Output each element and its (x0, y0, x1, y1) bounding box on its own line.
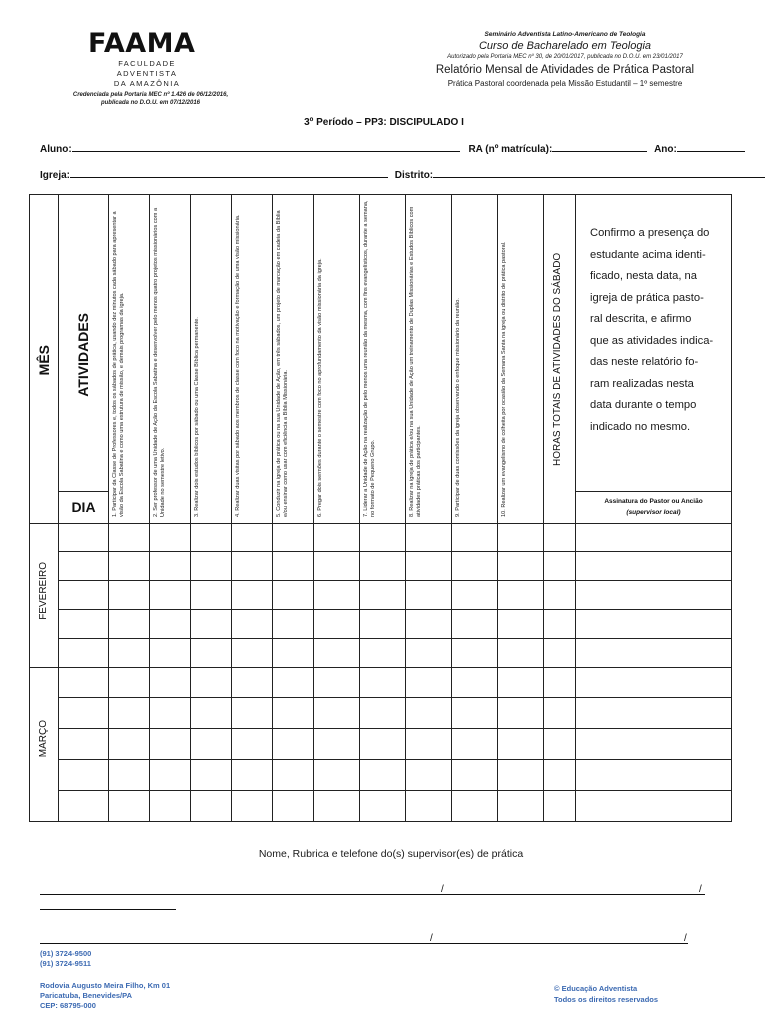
entry-cell[interactable] (360, 668, 406, 698)
hours-cell[interactable] (544, 698, 576, 729)
entry-cell[interactable] (498, 760, 544, 791)
activity-7 (360, 195, 406, 524)
entry-cell[interactable] (109, 698, 150, 729)
entry-cell[interactable] (150, 760, 191, 791)
entry-cell[interactable] (314, 729, 360, 760)
entry-cell[interactable] (232, 524, 273, 552)
entry-cell[interactable] (109, 760, 150, 791)
entry-cell[interactable] (314, 610, 360, 639)
atividades-header (59, 195, 109, 492)
entry-cell[interactable] (191, 729, 232, 760)
entry-cell[interactable] (273, 791, 314, 822)
confirm-line: data durante o tempo (590, 399, 697, 411)
entry-cell[interactable] (498, 581, 544, 610)
entry-cell[interactable] (150, 639, 191, 668)
aluno-label: Aluno: (40, 144, 72, 155)
entry-cell[interactable] (360, 639, 406, 668)
copyright (554, 983, 658, 1005)
mes-header (30, 195, 59, 524)
address (40, 981, 170, 1011)
entry-cell[interactable] (314, 524, 360, 552)
entry-cell[interactable] (452, 552, 498, 581)
entry-cell[interactable] (406, 698, 452, 729)
entry-cell[interactable] (232, 552, 273, 581)
address-line-2: Paricatuba, Benevides/PA (40, 991, 132, 1000)
signature-header-title: Assinatura do Pastor ou Ancião (604, 498, 703, 506)
entry-cell[interactable] (314, 698, 360, 729)
day-cell[interactable] (59, 760, 109, 791)
activity-2-text: 2. Ser professor de uma Unidade de Ação da Escola Sabatina e desenvolver pelo menos quatro projetos missionários com a Unidade no semestre letivo. (153, 207, 166, 517)
entry-cell[interactable] (406, 524, 452, 552)
signature-header-sub: (supervisor local) (626, 509, 681, 517)
entry-cell[interactable] (191, 552, 232, 581)
signature-cell[interactable] (576, 552, 732, 581)
entry-cell[interactable] (406, 581, 452, 610)
entry-cell[interactable] (498, 552, 544, 581)
supervisor-line-1[interactable] (40, 893, 705, 895)
entry-cell[interactable] (232, 610, 273, 639)
month-label-marco: MARÇO (38, 720, 49, 758)
accreditation-line-1: Credenciada pela Portaria MEC nº 1.426 de 06/12/2016, (72, 92, 229, 98)
day-cell[interactable] (59, 639, 109, 668)
day-cell[interactable] (59, 729, 109, 760)
entry-cell[interactable] (498, 668, 544, 698)
entry-cell[interactable] (498, 639, 544, 668)
activity-6 (314, 195, 360, 524)
entry-cell[interactable] (360, 581, 406, 610)
entry-cell[interactable] (232, 760, 273, 791)
entry-cell[interactable] (498, 698, 544, 729)
hours-cell[interactable] (544, 524, 576, 552)
seminary-name: Seminário Adventista Latino-Americano de Teologia (484, 31, 646, 38)
igreja-field[interactable] (70, 168, 388, 178)
entry-cell[interactable] (273, 610, 314, 639)
activity-2 (150, 195, 191, 524)
entry-cell[interactable] (452, 524, 498, 552)
activity-3 (191, 195, 232, 524)
period-title: 3º Período – PP3: DISCIPULADO I (304, 117, 464, 128)
entry-cell[interactable] (498, 791, 544, 822)
signature-cell[interactable] (576, 581, 732, 610)
entry-cell[interactable] (360, 552, 406, 581)
activity-10 (498, 195, 544, 524)
entry-cell[interactable] (452, 668, 498, 698)
activity-4-text: 4. Realizar duas visitas por sábado aos membros de classe com foco na motivação e formação de uma visão missionária. (235, 214, 241, 517)
hours-header (544, 195, 576, 524)
hours-cell[interactable] (544, 581, 576, 610)
entry-cell[interactable] (314, 552, 360, 581)
entry-cell[interactable] (273, 581, 314, 610)
signature-cell[interactable] (576, 639, 732, 668)
confirm-line: igreja de prática pasto- (590, 291, 704, 304)
entry-cell[interactable] (314, 791, 360, 822)
entry-cell[interactable] (406, 552, 452, 581)
signature-cell[interactable] (576, 668, 732, 698)
entry-cell[interactable] (109, 524, 150, 552)
confirm-line: ficado, nesta data, na (590, 270, 697, 282)
entry-cell[interactable] (273, 698, 314, 729)
separator-slash: / (684, 933, 687, 944)
entry-cell[interactable] (406, 760, 452, 791)
activity-9 (452, 195, 498, 524)
hours-cell[interactable] (544, 760, 576, 791)
entry-cell[interactable] (109, 791, 150, 822)
activity-10-text: 10. Realizar um evangelismo de colheita por ocasião da Semana Santa na igreja ou distrito de prática pastoral. (501, 241, 507, 517)
entry-cell[interactable] (406, 729, 452, 760)
activity-1-text: 1. Participar da Classe de Professores e, todos os sábados de prática, usando dez minutos cada sábado para apresentar a visão da Escola Sabatina e como uma estrutura de missão, e demais programas da igreja. (112, 211, 125, 517)
entry-cell[interactable] (406, 791, 452, 822)
entry-cell[interactable] (109, 668, 150, 698)
confirm-line: estudante acima identi- (590, 248, 706, 261)
entry-cell[interactable] (109, 610, 150, 639)
entry-cell[interactable] (314, 668, 360, 698)
entry-cell[interactable] (406, 639, 452, 668)
signature-cell[interactable] (576, 610, 732, 639)
ano-label: Ano: (654, 144, 677, 155)
entry-cell[interactable] (314, 581, 360, 610)
entry-cell[interactable] (150, 610, 191, 639)
entry-cell[interactable] (150, 729, 191, 760)
entry-cell[interactable] (452, 698, 498, 729)
ano-field[interactable] (677, 142, 745, 152)
signature-cell[interactable] (576, 791, 732, 822)
phone-numbers (40, 949, 91, 969)
entry-cell[interactable] (360, 729, 406, 760)
distrito-field[interactable] (433, 168, 765, 178)
entry-cell[interactable] (452, 610, 498, 639)
entry-cell[interactable] (360, 698, 406, 729)
entry-cell[interactable] (232, 668, 273, 698)
entry-cell[interactable] (314, 639, 360, 668)
entry-cell[interactable] (273, 552, 314, 581)
entry-cell[interactable] (109, 729, 150, 760)
day-cell[interactable] (59, 552, 109, 581)
entry-cell[interactable] (150, 552, 191, 581)
signature-cell[interactable] (576, 729, 732, 760)
activity-7-text: 7. Liderar a Unidade de Ação na realização de pelo menos uma reunião da mesma, com fins evangelísticos, durante a semana, no formato de Pequeno Grupo. (363, 200, 376, 517)
month-marco (30, 668, 59, 822)
entry-cell[interactable] (452, 639, 498, 668)
entry-cell[interactable] (360, 610, 406, 639)
signature-cell[interactable] (576, 524, 732, 552)
day-cell[interactable] (59, 791, 109, 822)
entry-cell[interactable] (452, 791, 498, 822)
entry-cell[interactable] (498, 524, 544, 552)
hours-cell[interactable] (544, 610, 576, 639)
confirm-line: Confirmo a presença do (590, 227, 710, 239)
entry-cell[interactable] (498, 729, 544, 760)
activity-3-text: 3. Realizar dois estudos bíblicos por sábado ou uma Classe Bíblica permanente. (194, 317, 200, 517)
supervisor-line-3[interactable] (40, 942, 688, 944)
hours-cell[interactable] (544, 668, 576, 698)
day-cell[interactable] (59, 668, 109, 698)
hours-cell[interactable] (544, 791, 576, 822)
entry-cell[interactable] (360, 760, 406, 791)
student-row (40, 142, 745, 155)
activity-5-text: 5. Conduzir na igreja de prática ou na sua Unidade de Ação, em três sábados, um projeto de marcação em cadeia da Bíblia e/ou ensinar como usar com eficiência a Bíblia Missionária. (276, 210, 289, 517)
entry-cell[interactable] (273, 760, 314, 791)
entry-cell[interactable] (452, 760, 498, 791)
copyright-line-2: Todos os direitos reservados (554, 995, 659, 1004)
igreja-label: Igreja: (40, 170, 71, 181)
month-label-fevereiro: FEVEREIRO (38, 562, 49, 620)
entry-cell[interactable] (314, 760, 360, 791)
phone-2: (91) 3724-9511 (40, 959, 91, 968)
coordination-note: Prática Pastoral coordenada pela Missão Estudantil – 1º semestre (447, 79, 683, 88)
entry-cell[interactable] (191, 698, 232, 729)
day-cell[interactable] (59, 610, 109, 639)
address-cep: CEP: 68795-000 (40, 1001, 96, 1010)
entry-cell[interactable] (232, 698, 273, 729)
hours-label: HORAS TOTAIS DE ATIVIDADES DO SÁBADO (552, 252, 563, 466)
activity-6-text: 6. Pregar dois sermões durante o semestre com foco no aprofundamento da visão missionária da igreja. (317, 258, 323, 517)
signature-cell[interactable] (576, 698, 732, 729)
confirm-line: ram realizadas nesta (590, 377, 694, 390)
phone-1: (91) 3724-9500 (40, 949, 92, 958)
mes-label: MÊS (36, 345, 52, 376)
entry-cell[interactable] (232, 639, 273, 668)
logo-subtitle-line-2: DA AMAZÔNIA (113, 79, 181, 88)
entry-cell[interactable] (232, 729, 273, 760)
accreditation-line-2: publicada no D.O.U. em 07/12/2016 (100, 100, 201, 106)
entry-cell[interactable] (191, 524, 232, 552)
supervisors-title: Nome, Rubrica e telefone do(s) supervisor(es) de prática (258, 848, 524, 860)
confirm-line: que as atividades indica- (590, 334, 714, 347)
entry-cell[interactable] (150, 698, 191, 729)
entry-cell[interactable] (452, 729, 498, 760)
signature-cell[interactable] (576, 760, 732, 791)
confirmation-text (590, 223, 730, 438)
entry-cell[interactable] (191, 639, 232, 668)
day-cell[interactable] (59, 698, 109, 729)
course-name: Curso de Bacharelado em Teologia (478, 40, 652, 52)
faama-logo: FAAMA (88, 28, 196, 59)
report-title: Relatório Mensal de Atividades de Prática Pastoral (435, 64, 695, 76)
supervisor-line-2[interactable] (40, 908, 176, 910)
day-cell[interactable] (59, 581, 109, 610)
hours-cell[interactable] (544, 729, 576, 760)
hours-cell[interactable] (544, 639, 576, 668)
entry-cell[interactable] (191, 610, 232, 639)
activity-9-text: 9. Participar de duas comissões da igreja observando o enfoque missionário da reunião. (455, 298, 461, 517)
entry-cell[interactable] (232, 581, 273, 610)
ra-field[interactable] (552, 142, 647, 152)
entry-cell[interactable] (360, 524, 406, 552)
entry-cell[interactable] (273, 639, 314, 668)
month-fevereiro (30, 524, 59, 668)
entry-cell[interactable] (360, 791, 406, 822)
activity-8-text: 8. Realizar na igreja de prática e/ou na sua Unidade de Ação um treinamento de Duplas Missionárias e Estudos Bíblicos com atividades práticas dos participantes. (409, 206, 422, 517)
authorization-note: Autorizado pela Portaria MEC nº 30, de 20/01/2017, publicada no D.O.U. em 23/01/2017 (447, 54, 683, 60)
dia-label: DIA (59, 491, 109, 523)
entry-cell[interactable] (150, 524, 191, 552)
separator-slash: / (441, 884, 444, 895)
entry-cell[interactable] (109, 639, 150, 668)
entry-cell[interactable] (150, 791, 191, 822)
entry-cell[interactable] (191, 791, 232, 822)
church-row (40, 168, 765, 181)
entry-cell[interactable] (273, 729, 314, 760)
logo-subtitle-line-1: FACULDADE ADVENTISTA (116, 59, 178, 78)
activity-8 (406, 195, 452, 524)
entry-cell[interactable] (150, 581, 191, 610)
entry-cell[interactable] (273, 668, 314, 698)
confirm-line: indicado no mesmo. (590, 420, 691, 433)
copyright-line-1: © Educação Adventista (554, 984, 638, 993)
activity-1 (109, 195, 150, 524)
activity-5 (273, 195, 314, 524)
entry-cell[interactable] (406, 668, 452, 698)
entry-cell[interactable] (191, 668, 232, 698)
entry-cell[interactable] (150, 668, 191, 698)
ra-label: RA (nº matrícula): (468, 144, 553, 155)
separator-slash: / (699, 884, 702, 895)
hours-cell[interactable] (544, 552, 576, 581)
entry-cell[interactable] (191, 581, 232, 610)
entry-cell[interactable] (498, 610, 544, 639)
accreditation-note (58, 91, 243, 107)
confirm-line: das neste relatório fo- (590, 356, 699, 368)
entry-cell[interactable] (191, 760, 232, 791)
day-cell[interactable] (59, 524, 109, 552)
entry-cell[interactable] (452, 581, 498, 610)
address-line-1: Rodovia Augusto Meira Filho, Km 01 (40, 981, 171, 990)
activities-table (29, 194, 732, 822)
atividades-label: ATIVIDADES (75, 313, 91, 397)
confirmation-cell (576, 195, 732, 492)
entry-cell[interactable] (232, 791, 273, 822)
entry-cell[interactable] (109, 552, 150, 581)
logo-subtitle (88, 59, 206, 89)
activity-4 (232, 195, 273, 524)
signature-header (576, 491, 732, 523)
entry-cell[interactable] (406, 610, 452, 639)
separator-slash: / (430, 933, 433, 944)
distrito-label: Distrito: (394, 170, 434, 181)
entry-cell[interactable] (109, 581, 150, 610)
aluno-field[interactable] (72, 142, 460, 152)
entry-cell[interactable] (273, 524, 314, 552)
confirm-line: ral descrita, e afirmo (590, 313, 692, 325)
